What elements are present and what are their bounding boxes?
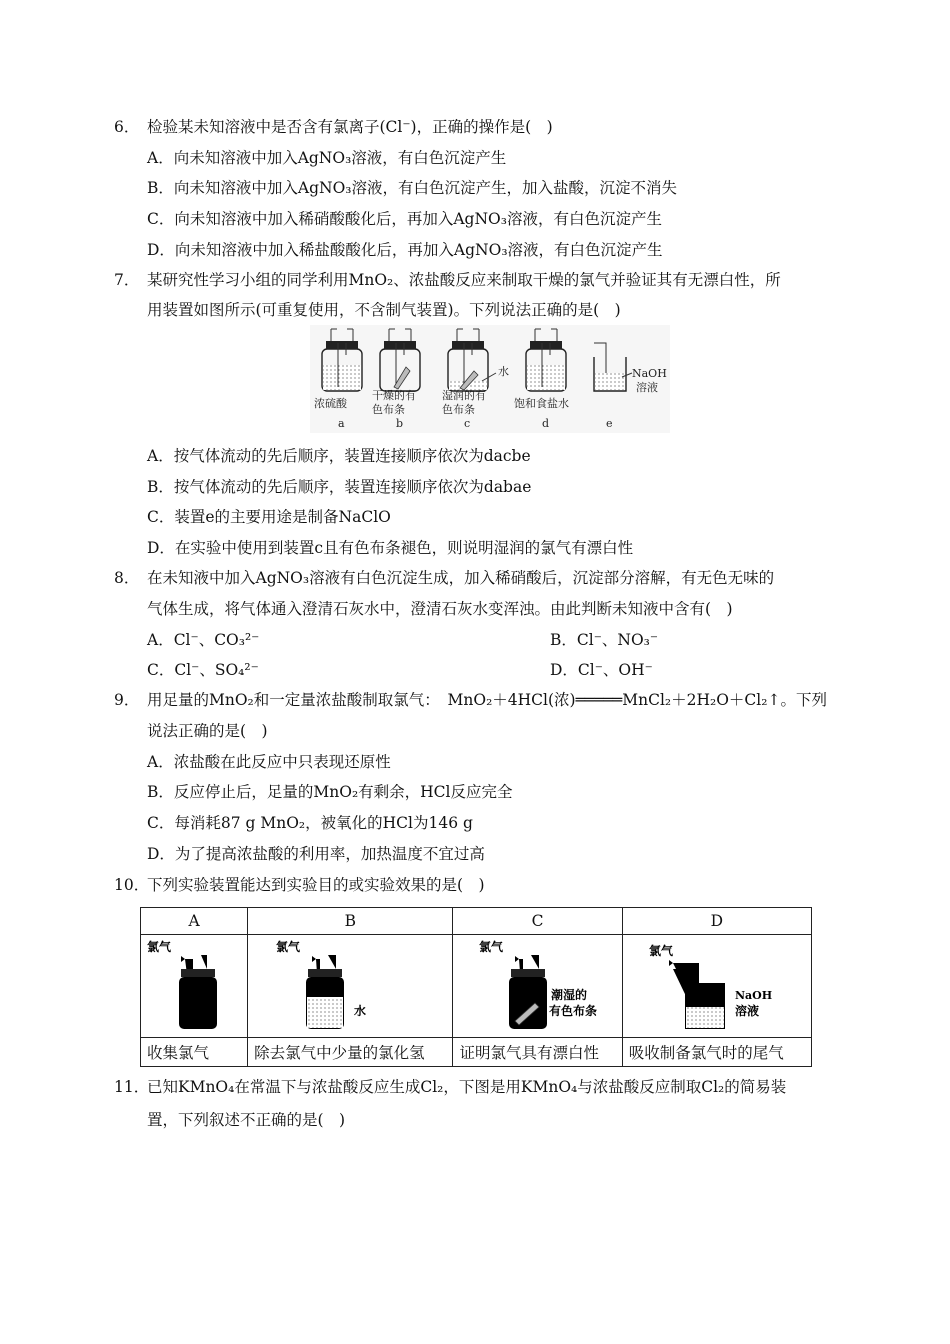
q10d-naoh-label-line1: NaOH — [734, 989, 772, 1002]
q6-number: 6． — [114, 118, 140, 136]
q9-number: 9． — [114, 691, 140, 709]
q9-option-b: B．反应停止后，足量的MnO₂有剩余，HCl反应完全 — [147, 783, 513, 801]
q8-number: 8． — [114, 569, 140, 587]
q10-figure-c — [453, 935, 622, 1038]
label-c-line2: 色布条 — [442, 403, 475, 416]
q10-header-a: A — [141, 908, 248, 935]
letter-d: d — [542, 417, 550, 430]
q9-stem-line2: 说法正确的是( ) — [147, 722, 268, 740]
q9-stem-line1: 用足量的MnO₂和一定量浓盐酸制取氯气： MnO₂＋4HCl(浓)═════MnCl₂＋2H₂O＋Cl₂↑。下列 — [147, 691, 827, 709]
q10-caption-c: 证明氯气具有漂白性 — [453, 1038, 622, 1067]
q7-option-c: C．装置e的主要用途是制备NaClO — [147, 508, 391, 526]
q10-header-c: C — [453, 908, 622, 935]
q11-stem-line1: 已知KMnO₄在常温下与浓盐酸反应生成Cl₂，下图是用KMnO₄与浓盐酸反应制取Cl₂的简易装 — [147, 1078, 787, 1096]
q8-stem-line1: 在未知液中加入AgNO₃溶液有白色沉淀生成，加入稀硝酸后，沉淀部分溶解，有无色无味的 — [147, 569, 775, 587]
q10b-water-label: 水 — [354, 1004, 367, 1018]
q10-stem: 下列实验装置能达到实验目的或实验效果的是( ) — [147, 876, 485, 894]
q10-table — [140, 907, 812, 1067]
q6-option-d: D．向未知溶液中加入稀盐酸酸化后，再加入AgNO₃溶液，有白色沉淀产生 — [147, 241, 663, 259]
q9-option-a: A．浓盐酸在此反应中只表现还原性 — [147, 753, 391, 771]
q6-option-a: A．向未知溶液中加入AgNO₃溶液，有白色沉淀产生 — [147, 149, 507, 167]
q10d-gas-label: 氯气 — [648, 944, 673, 958]
q10c-cloth-label-line1: 潮湿的 — [551, 988, 588, 1002]
q10-number: 10． — [114, 876, 150, 894]
q10-figure-a — [141, 935, 248, 1038]
q8-option-d: D．Cl⁻、OH⁻ — [550, 661, 653, 679]
letter-a: a — [338, 417, 345, 430]
q10-figure-row — [141, 935, 812, 1038]
q10d-naoh-label-line2: 溶液 — [734, 1004, 759, 1018]
q7-option-a: A．按气体流动的先后顺序，装置连接顺序依次为dacbe — [147, 447, 531, 465]
q10c-gas-label: 氯气 — [479, 940, 504, 954]
label-water: 水 — [498, 365, 509, 378]
label-a: 浓硫酸 — [314, 397, 347, 410]
q10b-gas-label: 氯气 — [276, 940, 301, 954]
q7-option-d: D．在实验中使用到装置c且有色布条褪色，则说明湿润的氯气有漂白性 — [147, 539, 634, 557]
label-b-line2: 色布条 — [372, 403, 405, 416]
q8-option-a: A．Cl⁻、CO₃²⁻ — [147, 631, 260, 649]
q10-figure-d — [622, 935, 811, 1038]
q8-option-b: B．Cl⁻、NO₃⁻ — [550, 631, 659, 649]
label-e-line1: NaOH — [632, 367, 667, 380]
label-e-line2: 溶液 — [636, 381, 658, 394]
q10-caption-d: 吸收制备氯气时的尾气 — [622, 1038, 811, 1067]
q7-number: 7． — [114, 271, 140, 289]
q10-caption-a: 收集氯气 — [141, 1038, 248, 1067]
q10-caption-b: 除去氯气中少量的氯化氢 — [248, 1038, 453, 1067]
q6-option-c: C．向未知溶液中加入稀硝酸酸化后，再加入AgNO₃溶液，有白色沉淀产生 — [147, 210, 662, 228]
q7-stem-line1: 某研究性学习小组的同学利用MnO₂、浓盐酸反应来制取干燥的氯气并验证其有无漂白性，所 — [147, 271, 781, 289]
q6-option-b: B．向未知溶液中加入AgNO₃溶液，有白色沉淀产生，加入盐酸，沉淀不消失 — [147, 179, 677, 197]
letter-e: e — [606, 417, 613, 430]
q8-stem-line2: 气体生成，将气体通入澄清石灰水中，澄清石灰水变浑浊。由此判断未知液中含有( ) — [147, 600, 733, 618]
q7-option-b: B．按气体流动的先后顺序，装置连接顺序依次为dabae — [147, 478, 532, 496]
q10a-gas-label: 氯气 — [147, 940, 172, 954]
label-d: 饱和食盐水 — [514, 397, 569, 410]
q7-stem-line2: 用装置如图所示(可重复使用，不含制气装置)。下列说法正确的是( ) — [147, 301, 621, 319]
letter-b: b — [396, 417, 404, 430]
q9-option-d: D．为了提高浓盐酸的利用率，加热温度不宜过高 — [147, 845, 485, 863]
q10-caption-row — [141, 1038, 812, 1067]
q7-apparatus-figure — [310, 325, 670, 433]
q10c-cloth-label-line2: 有色布条 — [549, 1004, 598, 1018]
label-c-line1: 湿润的有 — [442, 389, 486, 402]
q10-header-d: D — [622, 908, 811, 935]
letter-c: c — [464, 417, 471, 430]
q10-figure-b — [248, 935, 453, 1038]
q11-stem-line2: 置，下列叙述不正确的是( ) — [147, 1111, 346, 1129]
q8-option-c: C．Cl⁻、SO₄²⁻ — [147, 661, 259, 679]
q11-number: 11． — [114, 1078, 150, 1096]
q6-stem: 检验某未知溶液中是否含有氯离子(Cl⁻)，正确的操作是( ) — [147, 118, 553, 136]
q9-option-c: C．每消耗87 g MnO₂，被氧化的HCl为146 g — [147, 814, 473, 832]
q10-header-row — [141, 908, 812, 935]
q10-header-b: B — [248, 908, 453, 935]
label-b-line1: 干燥的有 — [372, 389, 416, 402]
